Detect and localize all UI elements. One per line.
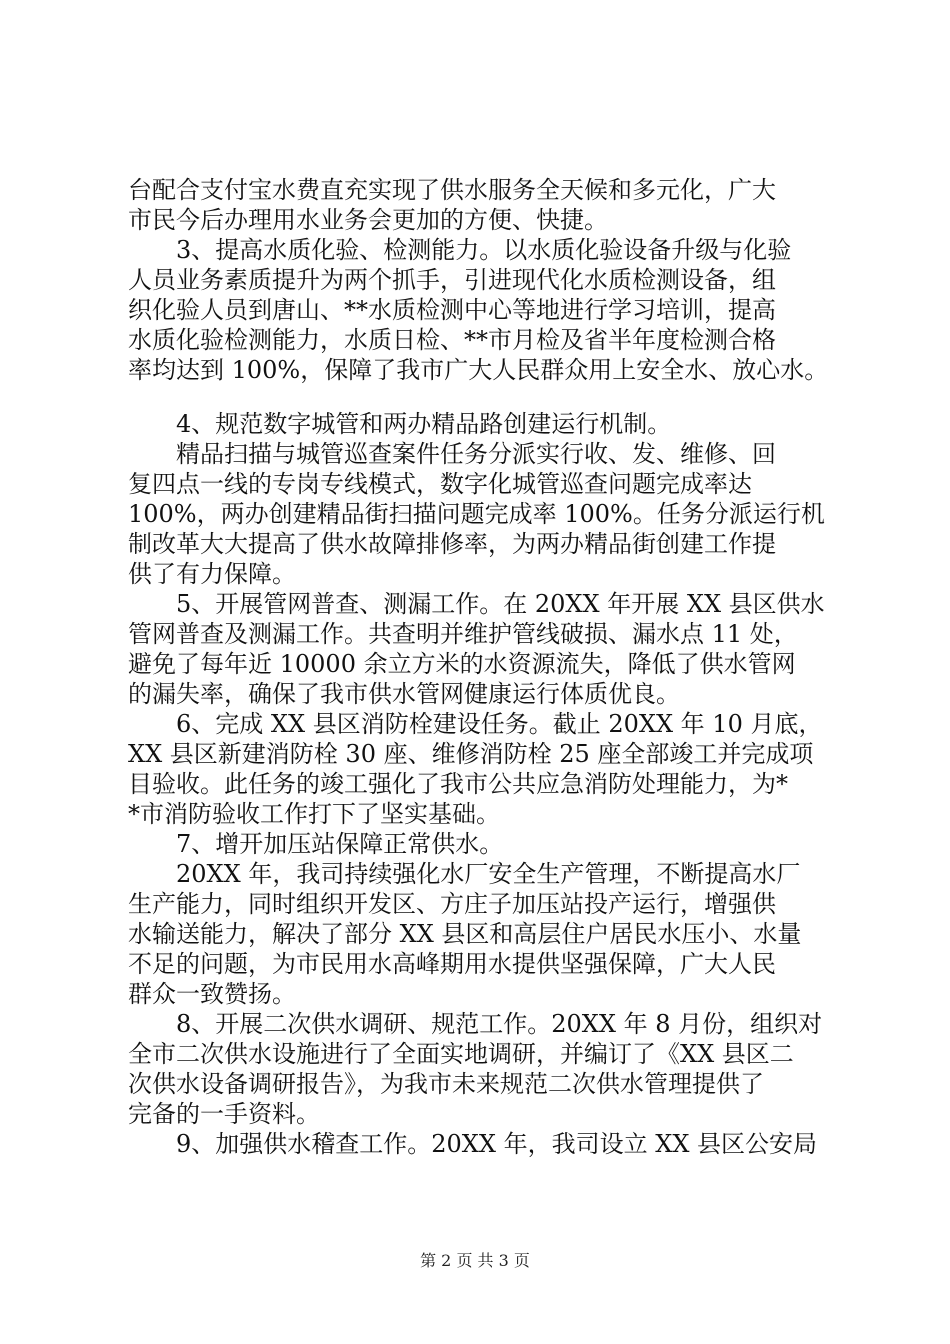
- text-line: 精品扫描与城管巡查案件任务分派实行收、发、维修、回: [128, 440, 776, 468]
- text-line: 率均达到 100%，保障了我市广大人民群众用上安全水、放心水。: [128, 356, 829, 384]
- text-line: 管网普查及测漏工作。共查明并维护管线破损、漏水点 11 处，: [128, 620, 798, 648]
- text-line: 5、开展管网普查、测漏工作。在 20XX 年开展 XX 县区供水: [128, 590, 825, 618]
- text-line: 8、开展二次供水调研、规范工作。20XX 年 8 月份，组织对: [128, 1010, 823, 1038]
- text-line: 目验收。此任务的竣工强化了我市公共应急消防处理能力，为*: [128, 770, 788, 798]
- text-line: 次供水设备调研报告》，为我市未来规范二次供水管理提供了: [128, 1070, 764, 1098]
- text-line: 水质化验检测能力，水质日检、**市月检及省半年度检测合格: [128, 326, 776, 354]
- text-line: 市民今后办理用水业务会更加的方便、快捷。: [128, 206, 608, 234]
- text-line: 人员业务素质提升为两个抓手，引进现代化水质检测设备，组: [128, 266, 776, 294]
- paragraph-gap: [128, 385, 828, 409]
- text-line: 3、提高水质化验、检测能力。以水质化验设备升级与化验: [128, 236, 792, 264]
- text-line: 4、规范数字城管和两办精品路创建运行机制。: [128, 410, 672, 438]
- text-line: 生产能力，同时组织开发区、方庄子加压站投产运行，增强供: [128, 890, 776, 918]
- text-line: 全市二次供水设施进行了全面实地调研，并编订了《XX 县区二: [128, 1040, 794, 1068]
- text-line: 水输送能力，解决了部分 XX 县区和高层住户居民水压小、水量: [128, 920, 802, 948]
- document-body: [128, 175, 828, 1159]
- text-line: 织化验人员到唐山、**水质检测中心等地进行学习培训，提高: [128, 296, 776, 324]
- text-line: *市消防验收工作打下了坚实基础。: [128, 800, 500, 828]
- text-line: 供了有力保障。: [128, 560, 296, 588]
- text-line: 群众一致赞扬。: [128, 980, 296, 1008]
- text-line: 避免了每年近 10000 余立方米的水资源流失，降低了供水管网: [128, 650, 796, 678]
- text-line: 9、加强供水稽查工作。20XX 年，我司设立 XX 县区公安局: [128, 1130, 818, 1158]
- text-line: 7、增开加压站保障正常供水。: [128, 830, 504, 858]
- text-line: 不足的问题，为市民用水高峰期用水提供坚强保障，广大人民: [128, 950, 776, 978]
- text-line: 台配合支付宝水费直充实现了供水服务全天候和多元化，广大: [128, 176, 776, 204]
- text-line: 6、完成 XX 县区消防栓建设任务。截止 20XX 年 10 月底，: [128, 710, 823, 738]
- text-line: XX 县区新建消防栓 30 座、维修消防栓 25 座全部竣工并完成项: [128, 740, 814, 768]
- text-line: 完备的一手资料。: [128, 1100, 320, 1128]
- page-footer: 第 2 页 共 3 页: [420, 1251, 530, 1270]
- text-line: 制改革大大提高了供水故障排修率，为两办精品街创建工作提: [128, 530, 776, 558]
- text-line: 20XX 年，我司持续强化水厂安全生产管理，不断提高水厂: [128, 860, 801, 888]
- text-line: 的漏失率，确保了我市供水管网健康运行体质优良。: [128, 680, 680, 708]
- text-line: 100%，两办创建精品街扫描问题完成率 100%。任务分派运行机: [128, 500, 825, 528]
- text-line: 复四点一线的专岗专线模式，数字化城管巡查问题完成率达: [128, 470, 752, 498]
